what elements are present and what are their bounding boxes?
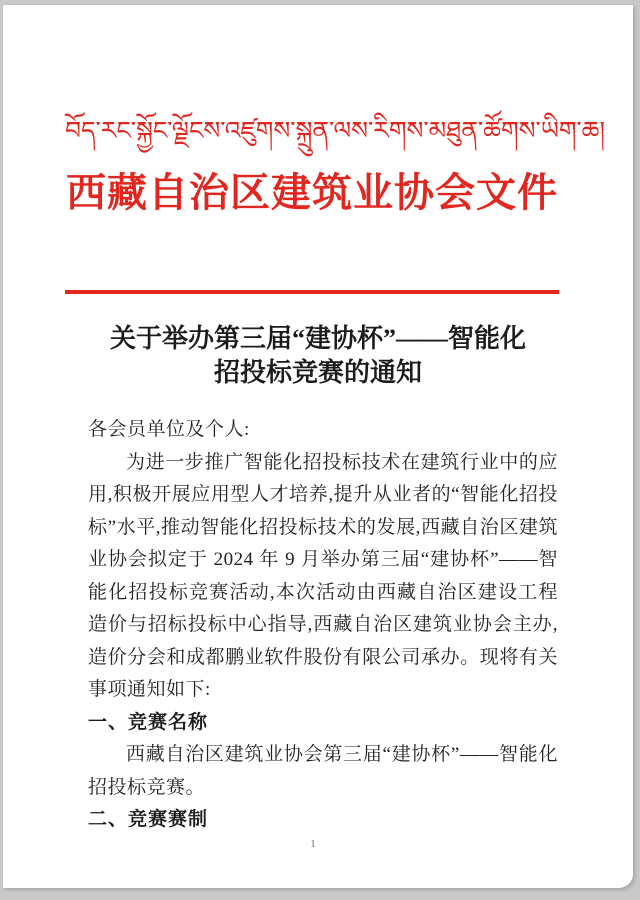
section-1-content: 西藏自治区建筑业协会第三届“建协杯”——智能化招投标竞赛。 [88, 744, 558, 798]
salutation: 各会员单位及个人: [88, 419, 250, 440]
organization-title: 西藏自治区建筑业协会文件 [66, 170, 558, 215]
notice-title-line2: 招投标竞赛的通知 [213, 358, 422, 387]
section-1-heading: 一、竞赛名称 [88, 711, 209, 733]
document-page [3, 5, 633, 888]
intro-paragraph: 为进一步推广智能化招投标技术在建筑行业中的应用,积极开展应用型人才培养,提升从业者的“智能化招投标”水平,推动智能化招投标技术的发展,西藏自治区建筑业协会拟定于 2024 年 9 月举办第三届“建协杯”——智能化招投标竞赛活动,本次活动由西藏自治区建设工程造价与招标投标中心指导,西藏自治区建筑业协会主办,造价分会和成都鹏业软件股份有限公司承办。现将有关事项通知如下: [88, 451, 558, 700]
red-divider-line [65, 290, 559, 294]
page-number: 1 [310, 838, 316, 850]
tibetan-title: བོད་རང་སྐྱོང་ལྗོངས་འཛུགས་སྐྲུན་ལས་རིགས་མཐུན་ཚོགས་ཡིག་ཆ། [65, 116, 606, 145]
notice-title-line1: 关于举办第三届“建协杯”——智能化 [109, 324, 526, 353]
notice-title [58, 322, 578, 390]
letterhead [65, 103, 606, 219]
section-2-heading: 二、竞赛赛制 [88, 809, 209, 830]
document-body [88, 414, 558, 837]
